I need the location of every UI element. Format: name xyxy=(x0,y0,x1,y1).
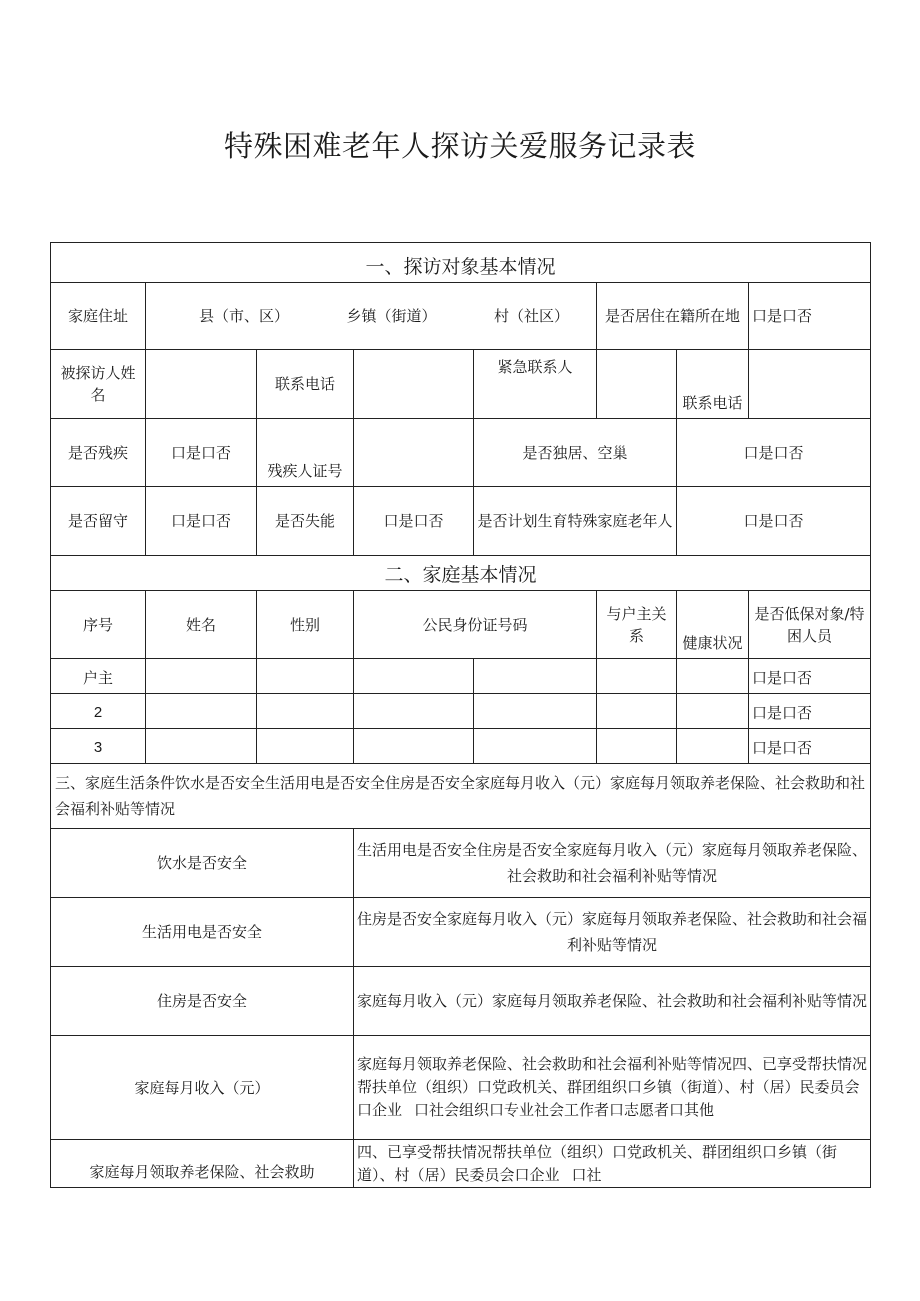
row-name-field[interactable] xyxy=(146,694,257,729)
row-id-field-2[interactable] xyxy=(474,729,597,764)
disability-cert-label: 残疾人证号 xyxy=(257,419,354,487)
address-label: 家庭住址 xyxy=(51,283,146,350)
phone-field[interactable] xyxy=(354,350,474,419)
monthly-income-text-cont: 口社会组织口专业社会工作者口志愿者口其他 xyxy=(414,1101,715,1119)
row-health-field[interactable] xyxy=(677,659,749,694)
incapacity-checkbox[interactable]: 口是口否 xyxy=(354,487,474,556)
row-seq: 3 xyxy=(51,729,146,764)
row-id-field-2[interactable] xyxy=(474,694,597,729)
section2-heading: 二、家庭基本情况 xyxy=(51,556,871,591)
phone-label: 联系电话 xyxy=(257,350,354,419)
emergency-phone-field[interactable] xyxy=(749,350,871,419)
name-field[interactable] xyxy=(146,350,257,419)
record-form xyxy=(50,242,870,1188)
housing-safety-field[interactable]: 家庭每月收入（元）家庭每月领取养老保险、社会救助和社会福利补贴等情况 xyxy=(354,967,871,1036)
emergency-contact-label: 紧急联系人 xyxy=(474,350,597,419)
address-township: 乡镇（街道） xyxy=(346,307,437,325)
disability-cert-field[interactable] xyxy=(354,419,474,487)
form-table xyxy=(50,242,871,1188)
row-gender-field[interactable] xyxy=(257,659,354,694)
pension-field[interactable] xyxy=(354,1140,871,1188)
pension-label: 家庭每月领取养老保险、社会救助 xyxy=(51,1140,354,1188)
col-header-gender: 性别 xyxy=(257,591,354,659)
row-health-field[interactable] xyxy=(677,729,749,764)
table-row xyxy=(51,694,871,729)
col-header-relation: 与户主关系 xyxy=(597,591,677,659)
emergency-contact-field[interactable] xyxy=(597,350,677,419)
disabled-checkbox[interactable]: 口是口否 xyxy=(146,419,257,487)
power-safety-label: 生活用电是否安全 xyxy=(51,898,354,967)
power-safety-field[interactable]: 住房是否安全家庭每月收入（元）家庭每月领取养老保险、社会救助和社会福利补贴等情况 xyxy=(354,898,871,967)
monthly-income-label: 家庭每月收入（元） xyxy=(51,1036,354,1140)
row-subsidy-checkbox[interactable]: 口是口否 xyxy=(749,729,871,764)
row-seq: 户主 xyxy=(51,659,146,694)
table-row xyxy=(51,659,871,694)
row-gender-field[interactable] xyxy=(257,694,354,729)
family-planning-checkbox[interactable]: 口是口否 xyxy=(677,487,871,556)
row-name-field[interactable] xyxy=(146,659,257,694)
table-row xyxy=(51,729,871,764)
row-id-field-2[interactable] xyxy=(474,659,597,694)
col-header-name: 姓名 xyxy=(146,591,257,659)
housing-safety-label: 住房是否安全 xyxy=(51,967,354,1036)
alone-checkbox[interactable]: 口是口否 xyxy=(677,419,871,487)
name-label: 被探访人姓名 xyxy=(51,350,146,419)
row-subsidy-checkbox[interactable]: 口是口否 xyxy=(749,694,871,729)
col-header-health: 健康状况 xyxy=(677,591,749,659)
row-seq: 2 xyxy=(51,694,146,729)
row-gender-field[interactable] xyxy=(257,729,354,764)
row-subsidy-checkbox[interactable]: 口是口否 xyxy=(749,659,871,694)
col-header-seq: 序号 xyxy=(51,591,146,659)
emergency-phone-label: 联系电话 xyxy=(677,350,749,419)
col-header-subsidy: 是否低保对象/特困人员 xyxy=(749,591,871,659)
water-safety-label: 饮水是否安全 xyxy=(51,829,354,898)
pension-text-cont: 口社 xyxy=(571,1165,602,1184)
address-village: 村（社区） xyxy=(493,307,569,325)
leftbehind-label: 是否留守 xyxy=(51,487,146,556)
form-title: 特殊困难老年人探访关爱服务记录表 xyxy=(223,129,696,163)
alone-label: 是否独居、空巢 xyxy=(474,419,677,487)
row-health-field[interactable] xyxy=(677,694,749,729)
row-relation-field[interactable] xyxy=(597,729,677,764)
leftbehind-checkbox[interactable]: 口是口否 xyxy=(146,487,257,556)
incapacity-label: 是否失能 xyxy=(257,487,354,556)
monthly-income-text: 家庭每月领取养老保险、社会救助和社会福利补贴等情况四、已享受帮扶情况帮扶单位（组织）口党政机关、群团组织口乡镇（街道）、村（居）民委员会口企业 xyxy=(357,1055,868,1119)
monthly-income-field[interactable] xyxy=(354,1036,871,1140)
reside-checkbox[interactable]: 口是口否 xyxy=(749,283,871,350)
disabled-label: 是否残疾 xyxy=(51,419,146,487)
col-header-id-number: 公民身份证号码 xyxy=(354,591,597,659)
section3-heading: 三、家庭生活条件饮水是否安全生活用电是否安全住房是否安全家庭每月收入（元）家庭每月领取养老保险、社会救助和社会福利补贴等情况 xyxy=(51,764,871,829)
section1-heading: 一、探访对象基本情况 xyxy=(51,243,871,283)
address-field[interactable] xyxy=(146,283,597,350)
row-id-field[interactable] xyxy=(354,694,474,729)
address-county: 县（市、区） xyxy=(199,307,290,325)
water-safety-field[interactable]: 生活用电是否安全住房是否安全家庭每月收入（元）家庭每月领取养老保险、社会救助和社会福利补贴等情况 xyxy=(354,829,871,898)
reside-label: 是否居住在籍所在地 xyxy=(597,283,749,350)
row-id-field[interactable] xyxy=(354,729,474,764)
row-name-field[interactable] xyxy=(146,729,257,764)
family-planning-label: 是否计划生育特殊家庭老年人 xyxy=(474,487,677,556)
row-relation-field[interactable] xyxy=(597,659,677,694)
row-id-field[interactable] xyxy=(354,659,474,694)
pension-text: 四、已享受帮扶情况帮扶单位（组织）口党政机关、群团组织口乡镇（街道）、村（居）民委员会口企业 xyxy=(357,1142,838,1184)
row-relation-field[interactable] xyxy=(597,694,677,729)
